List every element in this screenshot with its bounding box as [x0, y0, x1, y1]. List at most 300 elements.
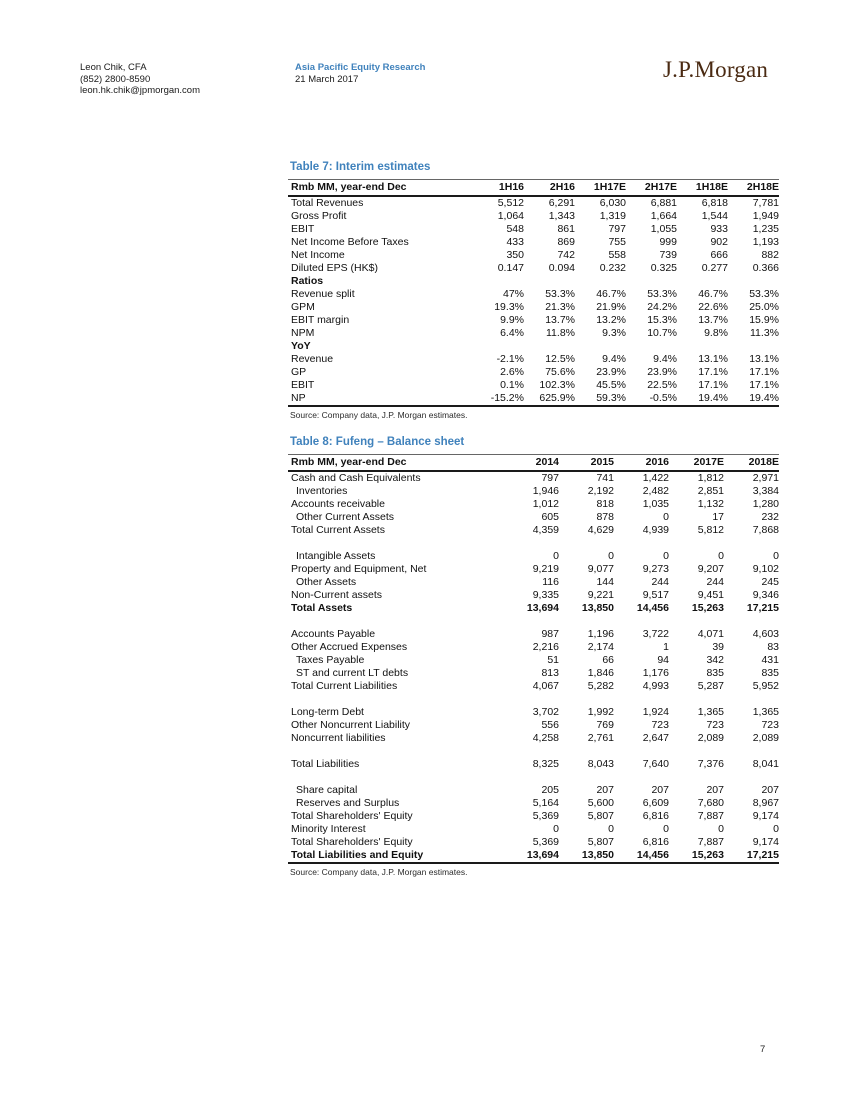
table-cell: 7,781: [752, 197, 779, 209]
table-cell: 0: [663, 550, 669, 562]
table-cell: [524, 340, 575, 353]
table-cell: 2,174: [587, 641, 614, 653]
table-cell: [559, 537, 614, 550]
table-cell: 0: [553, 550, 559, 562]
balance-sheet-table: [288, 454, 779, 864]
table-cell: 21.3%: [545, 301, 575, 313]
table-cell: [473, 275, 524, 288]
table-cell: 13.1%: [698, 353, 728, 365]
row-label: Noncurrent liabilities: [291, 732, 386, 744]
table-cell: 987: [541, 628, 559, 640]
table-cell: 835: [706, 667, 724, 679]
table-cell: 0.094: [548, 262, 575, 274]
row-label: [288, 615, 504, 628]
row-label: EBIT: [291, 223, 315, 235]
row-label: [288, 537, 504, 550]
row-label: Long-term Debt: [291, 706, 364, 718]
table-cell: 9.9%: [500, 314, 524, 326]
table-cell: 1,949: [752, 210, 779, 222]
table-cell: 882: [761, 249, 779, 261]
table-cell: 818: [596, 498, 614, 510]
table-cell: 47%: [502, 288, 524, 300]
table-cell: 605: [541, 511, 559, 523]
table-row: [288, 667, 779, 680]
table-cell: 22.6%: [698, 301, 728, 313]
row-label: Accounts Payable: [291, 628, 376, 640]
row-label: ST and current LT debts: [296, 667, 409, 679]
table-cell: 556: [541, 719, 559, 731]
table-cell: 0: [773, 823, 779, 835]
table-cell: [724, 693, 779, 706]
table-row: [288, 471, 779, 485]
table-cell: [614, 537, 669, 550]
table-cell: 15.9%: [749, 314, 779, 326]
table-cell: 0.325: [650, 262, 677, 274]
table-cell: 2,216: [532, 641, 559, 653]
table-cell: 5,164: [532, 797, 559, 809]
table-cell: [504, 693, 559, 706]
table-cell: 13,850: [581, 602, 614, 614]
table-cell: 9,174: [752, 810, 779, 822]
row-label: Total Shareholders' Equity: [291, 810, 413, 822]
table-cell: 15,263: [669, 849, 724, 863]
table-row: [288, 210, 779, 223]
row-label: GPM: [291, 301, 315, 313]
table-cell: 19.4%: [728, 392, 779, 406]
column-header: 2H17E: [626, 180, 677, 197]
table-row: [288, 797, 779, 810]
table-cell: 1,846: [587, 667, 614, 679]
table-cell: 0: [773, 550, 779, 562]
table-cell: 7,868: [752, 524, 779, 536]
table-cell: 11.3%: [750, 327, 779, 339]
table-cell: 1,280: [752, 498, 779, 510]
table-cell: 835: [761, 667, 779, 679]
table-cell: 0.1%: [500, 379, 524, 391]
table-row: [288, 537, 779, 550]
row-label: Total Shareholders' Equity: [291, 836, 413, 848]
table-cell: 5,812: [697, 524, 724, 536]
table-cell: 59.3%: [575, 392, 626, 406]
table-cell: [559, 615, 614, 628]
row-label: NP: [288, 392, 473, 406]
table-row: [288, 511, 779, 524]
row-label: Share capital: [296, 784, 358, 796]
table-cell: [669, 771, 724, 784]
table-cell: 0.232: [599, 262, 626, 274]
table8-title: Table 8: Fufeng – Balance sheet: [290, 436, 465, 448]
table-cell: 0: [608, 550, 614, 562]
table-cell: 755: [608, 236, 626, 248]
table-cell: 53.3%: [647, 288, 677, 300]
table-cell: 9,451: [697, 589, 724, 601]
table-cell: 2,482: [642, 485, 669, 497]
table-cell: 431: [761, 654, 779, 666]
table-cell: 1,812: [697, 472, 724, 484]
row-label: Total Current Liabilities: [291, 680, 398, 692]
table-cell: [473, 340, 524, 353]
row-label: Revenue: [291, 353, 334, 365]
table-cell: 6,816: [642, 810, 669, 822]
table-cell: [559, 771, 614, 784]
table-cell: 232: [761, 511, 779, 523]
table-cell: -2.1%: [496, 353, 524, 365]
table-cell: 1,992: [587, 706, 614, 718]
table-cell: 2,761: [587, 732, 614, 744]
table-cell: [669, 745, 724, 758]
row-label: Taxes Payable: [296, 654, 365, 666]
table-cell: 8,043: [587, 758, 614, 770]
table-header-row: [288, 180, 779, 197]
table-cell: 1,365: [697, 706, 724, 718]
table-cell: 1,193: [752, 236, 779, 248]
table-cell: [614, 771, 669, 784]
column-header: 2014: [504, 455, 559, 472]
jpmorgan-logo: J.P.Morgan: [663, 57, 769, 82]
column-header: 2017E: [669, 455, 724, 472]
table-cell: 342: [706, 654, 724, 666]
table-cell: 94: [657, 654, 669, 666]
table-cell: 0: [718, 550, 724, 562]
table-cell: 17,215: [746, 602, 779, 614]
table-cell: 723: [706, 719, 724, 731]
column-header: 2015: [559, 455, 614, 472]
table-cell: 723: [761, 719, 779, 731]
table-cell: [614, 745, 669, 758]
table-cell: 15.3%: [647, 314, 677, 326]
table-cell: 433: [506, 236, 524, 248]
table-cell: 1,132: [697, 498, 724, 510]
table-row: [288, 706, 779, 719]
table-cell: 1,664: [650, 210, 677, 222]
table-cell: 878: [596, 511, 614, 523]
table-cell: 1: [663, 641, 669, 653]
table-cell: 9,207: [697, 563, 724, 575]
table-cell: [559, 745, 614, 758]
table-row: [288, 275, 779, 288]
row-label: Gross Profit: [291, 210, 347, 222]
table-cell: 2,192: [587, 485, 614, 497]
row-label: Cash and Cash Equivalents: [291, 472, 421, 484]
table-cell: 4,629: [587, 524, 614, 536]
table-cell: 6,818: [701, 197, 728, 209]
table-cell: 5,287: [697, 680, 724, 692]
row-label: Total Assets: [291, 602, 353, 614]
table-cell: 5,600: [587, 797, 614, 809]
table-cell: 13.2%: [596, 314, 626, 326]
table-cell: 11.8%: [546, 327, 575, 339]
table-row: [288, 680, 779, 693]
table-row: [288, 719, 779, 732]
table-cell: 13.7%: [698, 314, 728, 326]
table-row: [288, 288, 779, 301]
table-cell: 46.7%: [698, 288, 728, 300]
row-label: Revenue split: [291, 288, 355, 300]
table-cell: 17,215: [724, 849, 779, 863]
publication-date: 21 March 2017: [295, 74, 359, 85]
table-row: [288, 849, 779, 863]
table-cell: 9,174: [752, 836, 779, 848]
table-cell: 4,603: [752, 628, 779, 640]
row-label: Total Liabilities: [291, 758, 360, 770]
table-cell: 0: [608, 823, 614, 835]
table-cell: 666: [710, 249, 728, 261]
table-row: [288, 550, 779, 563]
table-cell: 8,967: [752, 797, 779, 809]
table-cell: 9,102: [752, 563, 779, 575]
table-row: [288, 392, 779, 406]
table-cell: [504, 615, 559, 628]
row-label: Other Noncurrent Liability: [291, 719, 411, 731]
table-cell: 861: [557, 223, 575, 235]
table-cell: 0: [663, 823, 669, 835]
table-cell: 15,263: [691, 602, 724, 614]
table-cell: 14,456: [636, 602, 669, 614]
table-cell: 1,196: [587, 628, 614, 640]
table-cell: 0: [663, 511, 669, 523]
row-label: Reserves and Surplus: [296, 797, 400, 809]
table-cell: 207: [706, 784, 724, 796]
table-row: [288, 340, 779, 353]
table-cell: 14,456: [614, 849, 669, 863]
table-cell: [626, 275, 677, 288]
table-cell: 13.7%: [545, 314, 575, 326]
table-cell: 8,325: [532, 758, 559, 770]
interim-estimates-table: [288, 179, 779, 407]
table-cell: 46.7%: [596, 288, 626, 300]
row-label: YoY: [291, 340, 311, 352]
table-row: [288, 524, 779, 537]
table-cell: [669, 615, 724, 628]
table-row: [288, 563, 779, 576]
table-cell: 5,282: [587, 680, 614, 692]
table-cell: [524, 275, 575, 288]
table8-source: Source: Company data, J.P. Morgan estimates.: [290, 867, 468, 877]
analyst-block: [80, 62, 200, 97]
row-label: Total Current Assets: [291, 524, 385, 536]
row-label: Total Liabilities and Equity: [288, 849, 504, 863]
table-cell: 53.3%: [749, 288, 779, 300]
table-cell: 5,369: [532, 810, 559, 822]
table-cell: 813: [541, 667, 559, 679]
table-cell: 4,258: [532, 732, 559, 744]
table-cell: 723: [651, 719, 669, 731]
table-row: [288, 366, 779, 379]
publication-block: [295, 62, 425, 86]
table-cell: 17.1%: [749, 379, 779, 391]
table-cell: 7,680: [697, 797, 724, 809]
table-cell: 17.1%: [698, 379, 728, 391]
table-cell: 19.3%: [494, 301, 524, 313]
table-cell: 1,422: [642, 472, 669, 484]
table-cell: 350: [506, 249, 524, 261]
table-cell: 244: [706, 576, 724, 588]
column-header: Rmb MM, year-end Dec: [288, 180, 473, 197]
table-cell: [677, 340, 728, 353]
table-cell: 797: [608, 223, 626, 235]
table-cell: 17.1%: [698, 366, 728, 378]
table-cell: 8,041: [752, 758, 779, 770]
table-cell: 4,993: [642, 680, 669, 692]
table-cell: 6.4%: [500, 327, 524, 339]
table-cell: 53.3%: [545, 288, 575, 300]
table-cell: 9,273: [642, 563, 669, 575]
column-header: 2H18E: [728, 180, 779, 197]
row-label: Accounts receivable: [291, 498, 385, 510]
table-row: [288, 196, 779, 210]
row-label: [288, 771, 504, 784]
table-cell: [669, 537, 724, 550]
row-label: Non-Current assets: [291, 589, 383, 601]
table-cell: 9.4%: [653, 353, 677, 365]
table-cell: 19.4%: [677, 392, 728, 406]
table-cell: [504, 537, 559, 550]
table-cell: 6,881: [650, 197, 677, 209]
table-cell: 4,359: [532, 524, 559, 536]
table-cell: 21.9%: [596, 301, 626, 313]
table-cell: 1,924: [642, 706, 669, 718]
table-cell: [724, 771, 779, 784]
row-label: Inventories: [296, 485, 348, 497]
table-cell: 2,647: [642, 732, 669, 744]
table-cell: 5,512: [497, 197, 524, 209]
table-row: [288, 784, 779, 797]
table-row: [288, 654, 779, 667]
table-cell: 1,544: [701, 210, 728, 222]
table-row: [288, 327, 779, 340]
table-cell: 3,722: [642, 628, 669, 640]
table-cell: 9,335: [532, 589, 559, 601]
table-cell: 1,365: [752, 706, 779, 718]
table-cell: 83: [767, 641, 779, 653]
table-row: [288, 628, 779, 641]
table-cell: 2.6%: [500, 366, 524, 378]
table-cell: 51: [547, 654, 559, 666]
table-cell: [504, 771, 559, 784]
table-row: [288, 615, 779, 628]
table-cell: 9,077: [587, 563, 614, 575]
table-cell: 9.3%: [602, 327, 626, 339]
table-cell: 13.1%: [749, 353, 779, 365]
column-header: Rmb MM, year-end Dec: [288, 455, 504, 472]
table-header-row: [288, 455, 779, 472]
column-header: 2016: [614, 455, 669, 472]
table-cell: 797: [541, 472, 559, 484]
table-row: [288, 301, 779, 314]
table-cell: [724, 537, 779, 550]
table-cell: 9,517: [642, 589, 669, 601]
analyst-name: Leon Chik, CFA: [80, 62, 147, 73]
table-row: [288, 693, 779, 706]
table-row: [288, 732, 779, 745]
publication-title: Asia Pacific Equity Research: [295, 62, 426, 73]
table-cell: 0.277: [701, 262, 728, 274]
row-label: Total Revenues: [291, 197, 364, 209]
table-cell: 7,640: [642, 758, 669, 770]
table-cell: 7,376: [697, 758, 724, 770]
row-label: EBIT margin: [291, 314, 350, 326]
table-cell: 0.366: [752, 262, 779, 274]
row-label: Net Income: [291, 249, 345, 261]
table-row: [288, 745, 779, 758]
table-row: [288, 485, 779, 498]
table-cell: 205: [541, 784, 559, 796]
table-cell: 0.147: [497, 262, 524, 274]
table-cell: 10.7%: [647, 327, 677, 339]
table-cell: [626, 340, 677, 353]
table-cell: 4,067: [532, 680, 559, 692]
table-cell: 1,055: [650, 223, 677, 235]
table-cell: 1,035: [642, 498, 669, 510]
table-row: [288, 576, 779, 589]
page-number: 7: [760, 1044, 766, 1055]
column-header: 2018E: [724, 455, 779, 472]
row-label: [288, 745, 504, 758]
table-row: [288, 641, 779, 654]
table-cell: 66: [602, 654, 614, 666]
table-cell: 2,851: [697, 485, 724, 497]
row-label: Minority Interest: [291, 823, 366, 835]
table-cell: 5,807: [587, 810, 614, 822]
table-cell: 558: [608, 249, 626, 261]
table-cell: 23.9%: [596, 366, 626, 378]
table-cell: 39: [712, 641, 724, 653]
table-cell: 625.9%: [524, 392, 575, 406]
table-cell: 902: [710, 236, 728, 248]
row-label: Other Assets: [296, 576, 357, 588]
table-cell: 6,609: [642, 797, 669, 809]
column-header: 1H17E: [575, 180, 626, 197]
table-cell: 4,939: [642, 524, 669, 536]
table-cell: [724, 615, 779, 628]
row-label: Net Income Before Taxes: [291, 236, 409, 248]
table-cell: 12.5%: [545, 353, 575, 365]
row-label: Intangible Assets: [296, 550, 376, 562]
table-row: [288, 771, 779, 784]
table-cell: 869: [557, 236, 575, 248]
column-header: 2H16: [524, 180, 575, 197]
table-cell: 2,089: [752, 732, 779, 744]
table-row: [288, 836, 779, 849]
table-cell: [559, 693, 614, 706]
row-label: NPM: [291, 327, 315, 339]
table-cell: 207: [651, 784, 669, 796]
row-label: Other Accrued Expenses: [291, 641, 408, 653]
table-cell: 17: [712, 511, 724, 523]
table-cell: 742: [557, 249, 575, 261]
row-label: Property and Equipment, Net: [291, 563, 427, 575]
table-cell: 7,887: [697, 810, 724, 822]
table-cell: 999: [659, 236, 677, 248]
table-cell: 45.5%: [596, 379, 626, 391]
table-cell: 5,952: [752, 680, 779, 692]
table-row: [288, 498, 779, 511]
table-cell: 6,816: [642, 836, 669, 848]
table-cell: 9,346: [752, 589, 779, 601]
table-row: [288, 236, 779, 249]
table-cell: 102.3%: [539, 379, 575, 391]
column-header: 1H18E: [677, 180, 728, 197]
table-cell: 75.6%: [545, 366, 575, 378]
table-cell: 13,850: [559, 849, 614, 863]
table-cell: 1,012: [532, 498, 559, 510]
table7-title: Table 7: Interim estimates: [290, 161, 431, 173]
table-cell: 207: [596, 784, 614, 796]
table-cell: 23.9%: [647, 366, 677, 378]
content-column: [288, 161, 779, 877]
table-cell: 5,807: [587, 836, 614, 848]
row-label: Ratios: [291, 275, 324, 287]
